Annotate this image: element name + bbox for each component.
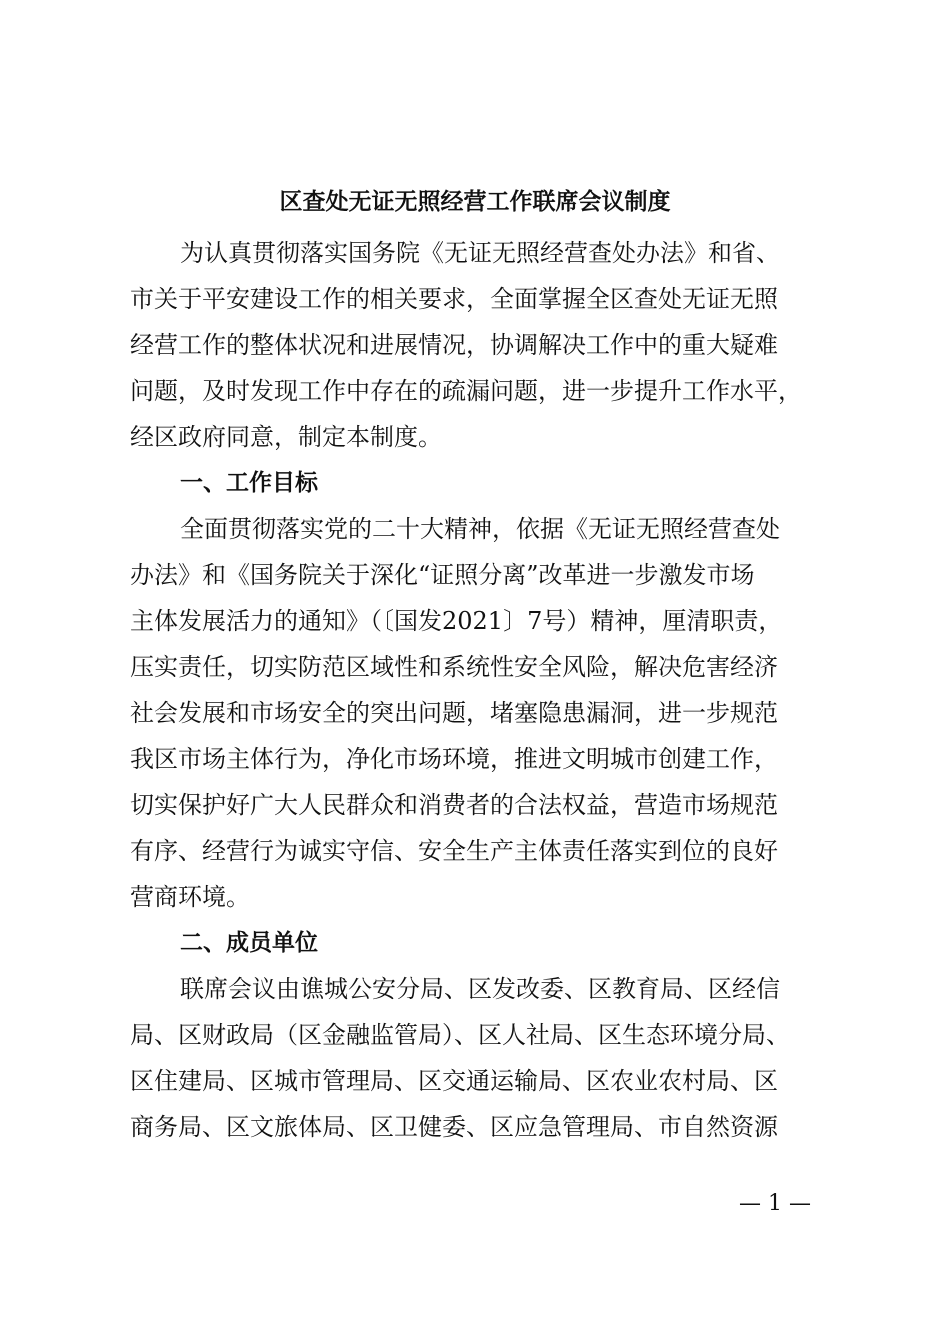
section-heading-work-goal: 一、工作目标 xyxy=(180,470,318,496)
section-heading-member-units: 二、成员单位 xyxy=(180,930,318,956)
paragraph-line: 有序、经营行为诚实守信、安全生产主体责任落实到位的良好 xyxy=(130,837,778,865)
paragraph-line: 局、区财政局（区金融监管局）、区人社局、区生态环境分局、 xyxy=(130,1021,790,1049)
paragraph-line: 全面贯彻落实党的二十大精神，依据《无证无照经营查处 xyxy=(180,515,780,543)
paragraph-line: 商务局、区文旅体局、区卫健委、区应急管理局、市自然资源 xyxy=(130,1113,778,1141)
paragraph-line: 切实保护好广大人民群众和消费者的合法权益，营造市场规范 xyxy=(130,791,778,819)
paragraph-line: 主体发展活力的通知》（〔国发2021〕7号）精神，厘清职责， xyxy=(130,607,783,635)
intro-line: 市关于平安建设工作的相关要求，全面掌握全区查处无证无照 xyxy=(130,285,778,313)
page-number: — 1 — xyxy=(739,1191,811,1216)
intro-line: 经区政府同意，制定本制度。 xyxy=(130,423,442,451)
intro-line: 为认真贯彻落实国务院《无证无照经营查处办法》和省、 xyxy=(180,239,780,267)
paragraph-line: 区住建局、区城市管理局、区交通运输局、区农业农村局、区 xyxy=(130,1067,778,1095)
paragraph-line: 营商环境。 xyxy=(130,883,250,911)
paragraph-line: 压实责任，切实防范区域性和系统性安全风险，解决危害经济 xyxy=(130,653,778,681)
paragraph-line: 我区市场主体行为，净化市场环境，推进文明城市创建工作， xyxy=(130,745,778,773)
paragraph-line: 办法》和《国务院关于深化“证照分离”改革进一步激发市场 xyxy=(130,561,755,589)
intro-line: 问题，及时发现工作中存在的疏漏问题，进一步提升工作水平， xyxy=(130,377,802,405)
paragraph-line: 联席会议由谯城公安分局、区发改委、区教育局、区经信 xyxy=(180,975,780,1003)
paragraph-line: 社会发展和市场安全的突出问题，堵塞隐患漏洞，进一步规范 xyxy=(130,699,778,727)
document-title: 区查处无证无照经营工作联席会议制度 xyxy=(279,188,671,215)
intro-line: 经营工作的整体状况和进展情况，协调解决工作中的重大疑难 xyxy=(130,331,778,359)
